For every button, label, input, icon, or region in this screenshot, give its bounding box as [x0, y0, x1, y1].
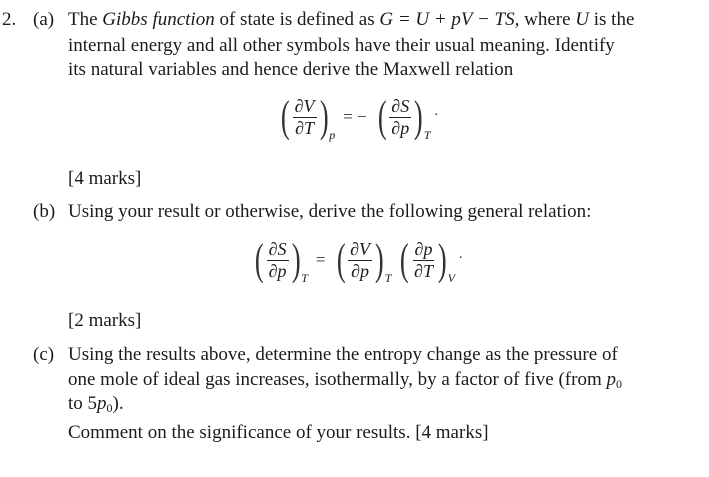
part-b-marks: [2 marks]: [68, 310, 142, 331]
fraction-numerator: ∂V: [350, 238, 371, 259]
partial-derivative-term-2: [334, 235, 392, 285]
fraction-numerator: ∂V: [294, 95, 315, 116]
right-paren: ): [437, 235, 447, 284]
fraction: [293, 97, 317, 138]
equation-period: .: [434, 104, 439, 119]
held-constant-subscript: V: [447, 271, 455, 285]
held-constant-subscript: T: [384, 271, 392, 285]
part-a-line-1: The Gibbs function of state is defined as G = U + pV − TS, where U is the: [68, 9, 635, 30]
part-c-line-4: Comment on the significance of your results. [4 marks]: [68, 422, 489, 443]
held-constant-subscript: T: [301, 271, 308, 285]
part-c-line-2: one mole of ideal gas increases, isothermally, by a factor of five (from $p_0$: [68, 369, 622, 391]
question-number: 2.: [2, 9, 17, 30]
part-a-line-3: its natural variables and hence derive the Maxwell relation: [68, 59, 514, 80]
part-c-line-3: to $5p_0$).: [68, 393, 124, 415]
right-paren: ): [414, 92, 423, 141]
part-c-label: (c): [33, 344, 55, 365]
left-paren: (: [336, 235, 346, 284]
part-a-label: (a): [33, 9, 55, 30]
fraction-denominator: ∂T: [414, 260, 433, 281]
left-paren: (: [400, 235, 410, 284]
partial-derivative-term-1: [252, 235, 308, 285]
right-paren: ): [374, 235, 384, 284]
equals-sign: =: [315, 250, 326, 269]
right-paren: ): [291, 235, 301, 284]
fraction-numerator: ∂S: [268, 238, 287, 259]
general-relation-equation: [252, 235, 463, 285]
fraction-numerator: ∂S: [391, 95, 410, 116]
fraction: [389, 97, 411, 138]
held-constant-subscript: T: [423, 128, 431, 142]
maxwell-relation-equation: [278, 92, 439, 142]
partial-derivative-lhs: [278, 92, 336, 142]
equation-period: .: [458, 247, 463, 262]
part-b-label: (b): [33, 201, 56, 222]
left-paren: (: [377, 92, 387, 141]
equals-minus-sign: = −: [343, 107, 367, 126]
right-paren: ): [319, 92, 329, 141]
part-a-marks: [4 marks]: [68, 168, 142, 189]
left-paren: (: [254, 235, 264, 284]
held-constant-subscript: p: [329, 128, 336, 142]
partial-derivative-rhs: [375, 92, 431, 142]
fraction: [412, 240, 435, 281]
left-paren: (: [280, 92, 290, 141]
fraction-numerator: ∂p: [414, 238, 433, 259]
fraction-denominator: ∂T: [295, 117, 315, 138]
fraction-denominator: ∂p: [351, 260, 370, 281]
part-b-line-1: Using your result or otherwise, derive the following general relation:: [68, 201, 592, 222]
part-c-line-1: Using the results above, determine the entropy change as the pressure of: [68, 344, 618, 365]
fraction-denominator: ∂p: [391, 117, 410, 138]
fraction-denominator: ∂p: [268, 260, 287, 281]
partial-derivative-term-3: [397, 235, 455, 285]
fraction: [267, 240, 289, 281]
fraction: [348, 240, 372, 281]
part-a-line-2: internal energy and all other symbols have their usual meaning. Identify: [68, 35, 615, 56]
